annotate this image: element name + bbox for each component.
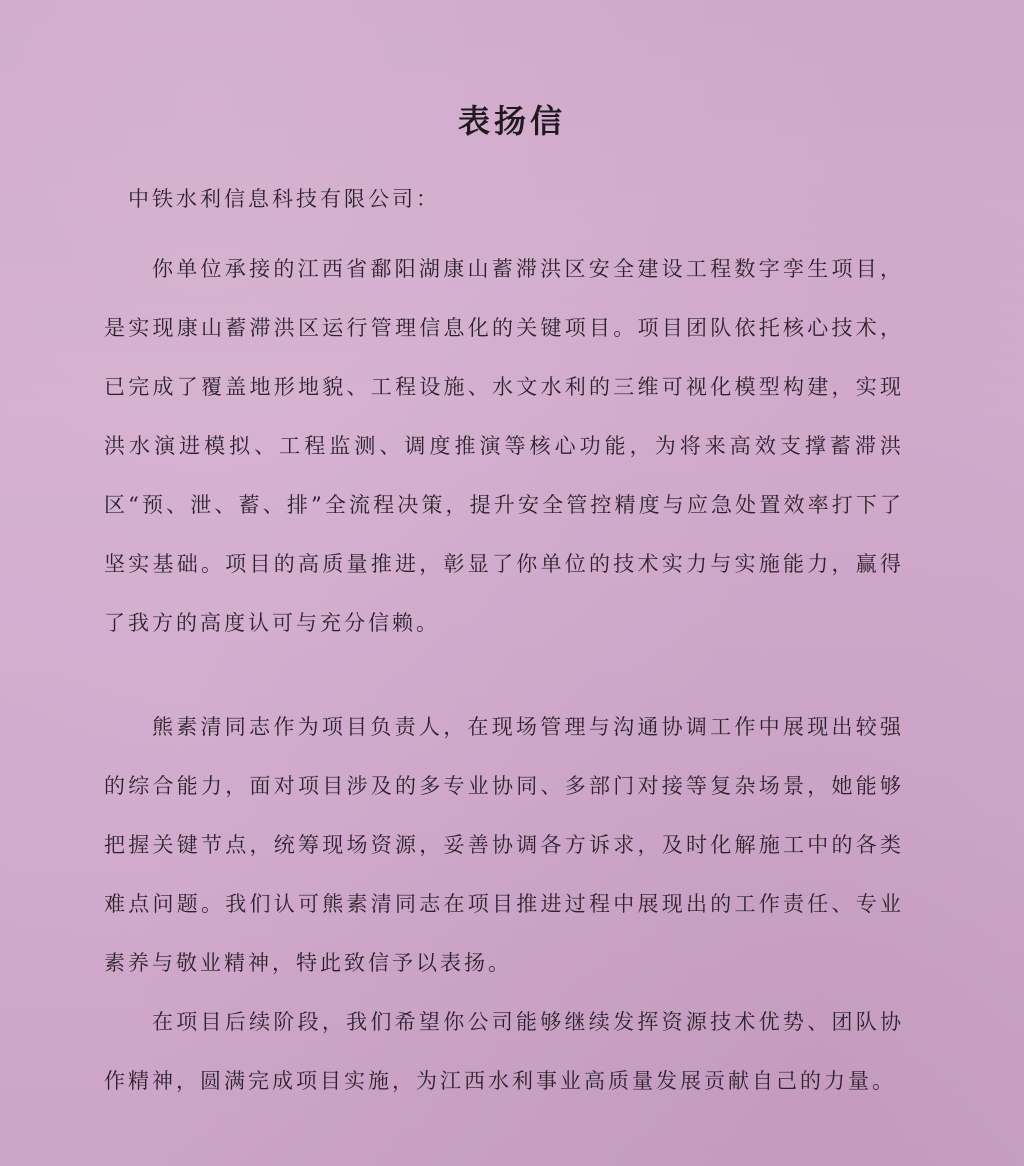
letter-paragraph-1: 你单位承接的江西省鄱阳湖康山蓄滞洪区安全建设工程数字孪生项目，是实现康山蓄滞洪区运行管理信息化的关键项目。项目团队依托核心技术，已完成了覆盖地形地貌、工程设施、水文水利的三维可视化模型构建，实现洪水演进模拟、工程监测、调度推演等核心功能，为将来高效支撑蓄滞洪区“预、泄、蓄、排”全流程决策，提升安全管控精度与应急处置效率打下了坚实基础。项目的高质量推进，彰显了你单位的技术实力与实施能力，赢得了我方的高度认可与充分信赖。 — [104, 257, 904, 635]
letter-title: 表扬信 — [457, 102, 566, 140]
letter-paragraph-2: 熊素清同志作为项目负责人，在现场管理与沟通协调工作中展现出较强的综合能力，面对项目涉及的多专业协同、多部门对接等复杂场景，她能够把握关键节点，统筹现场资源，妥善协调各方诉求，及时化解施工中的各类难点问题。我们认可熊素清同志在项目推进过程中展现出的工作责任、专业素养与敬业精神，特此致信予以表扬。 — [104, 715, 904, 975]
letter-salutation: 中铁水利信息科技有限公司： — [128, 187, 440, 211]
letter-paragraph-3: 在项目后续阶段，我们希望你公司能够继续发挥资源技术优势、团队协作精神，圆满完成项目实施，为江西水利事业高质量发展贡献自己的力量。 — [104, 1010, 904, 1093]
